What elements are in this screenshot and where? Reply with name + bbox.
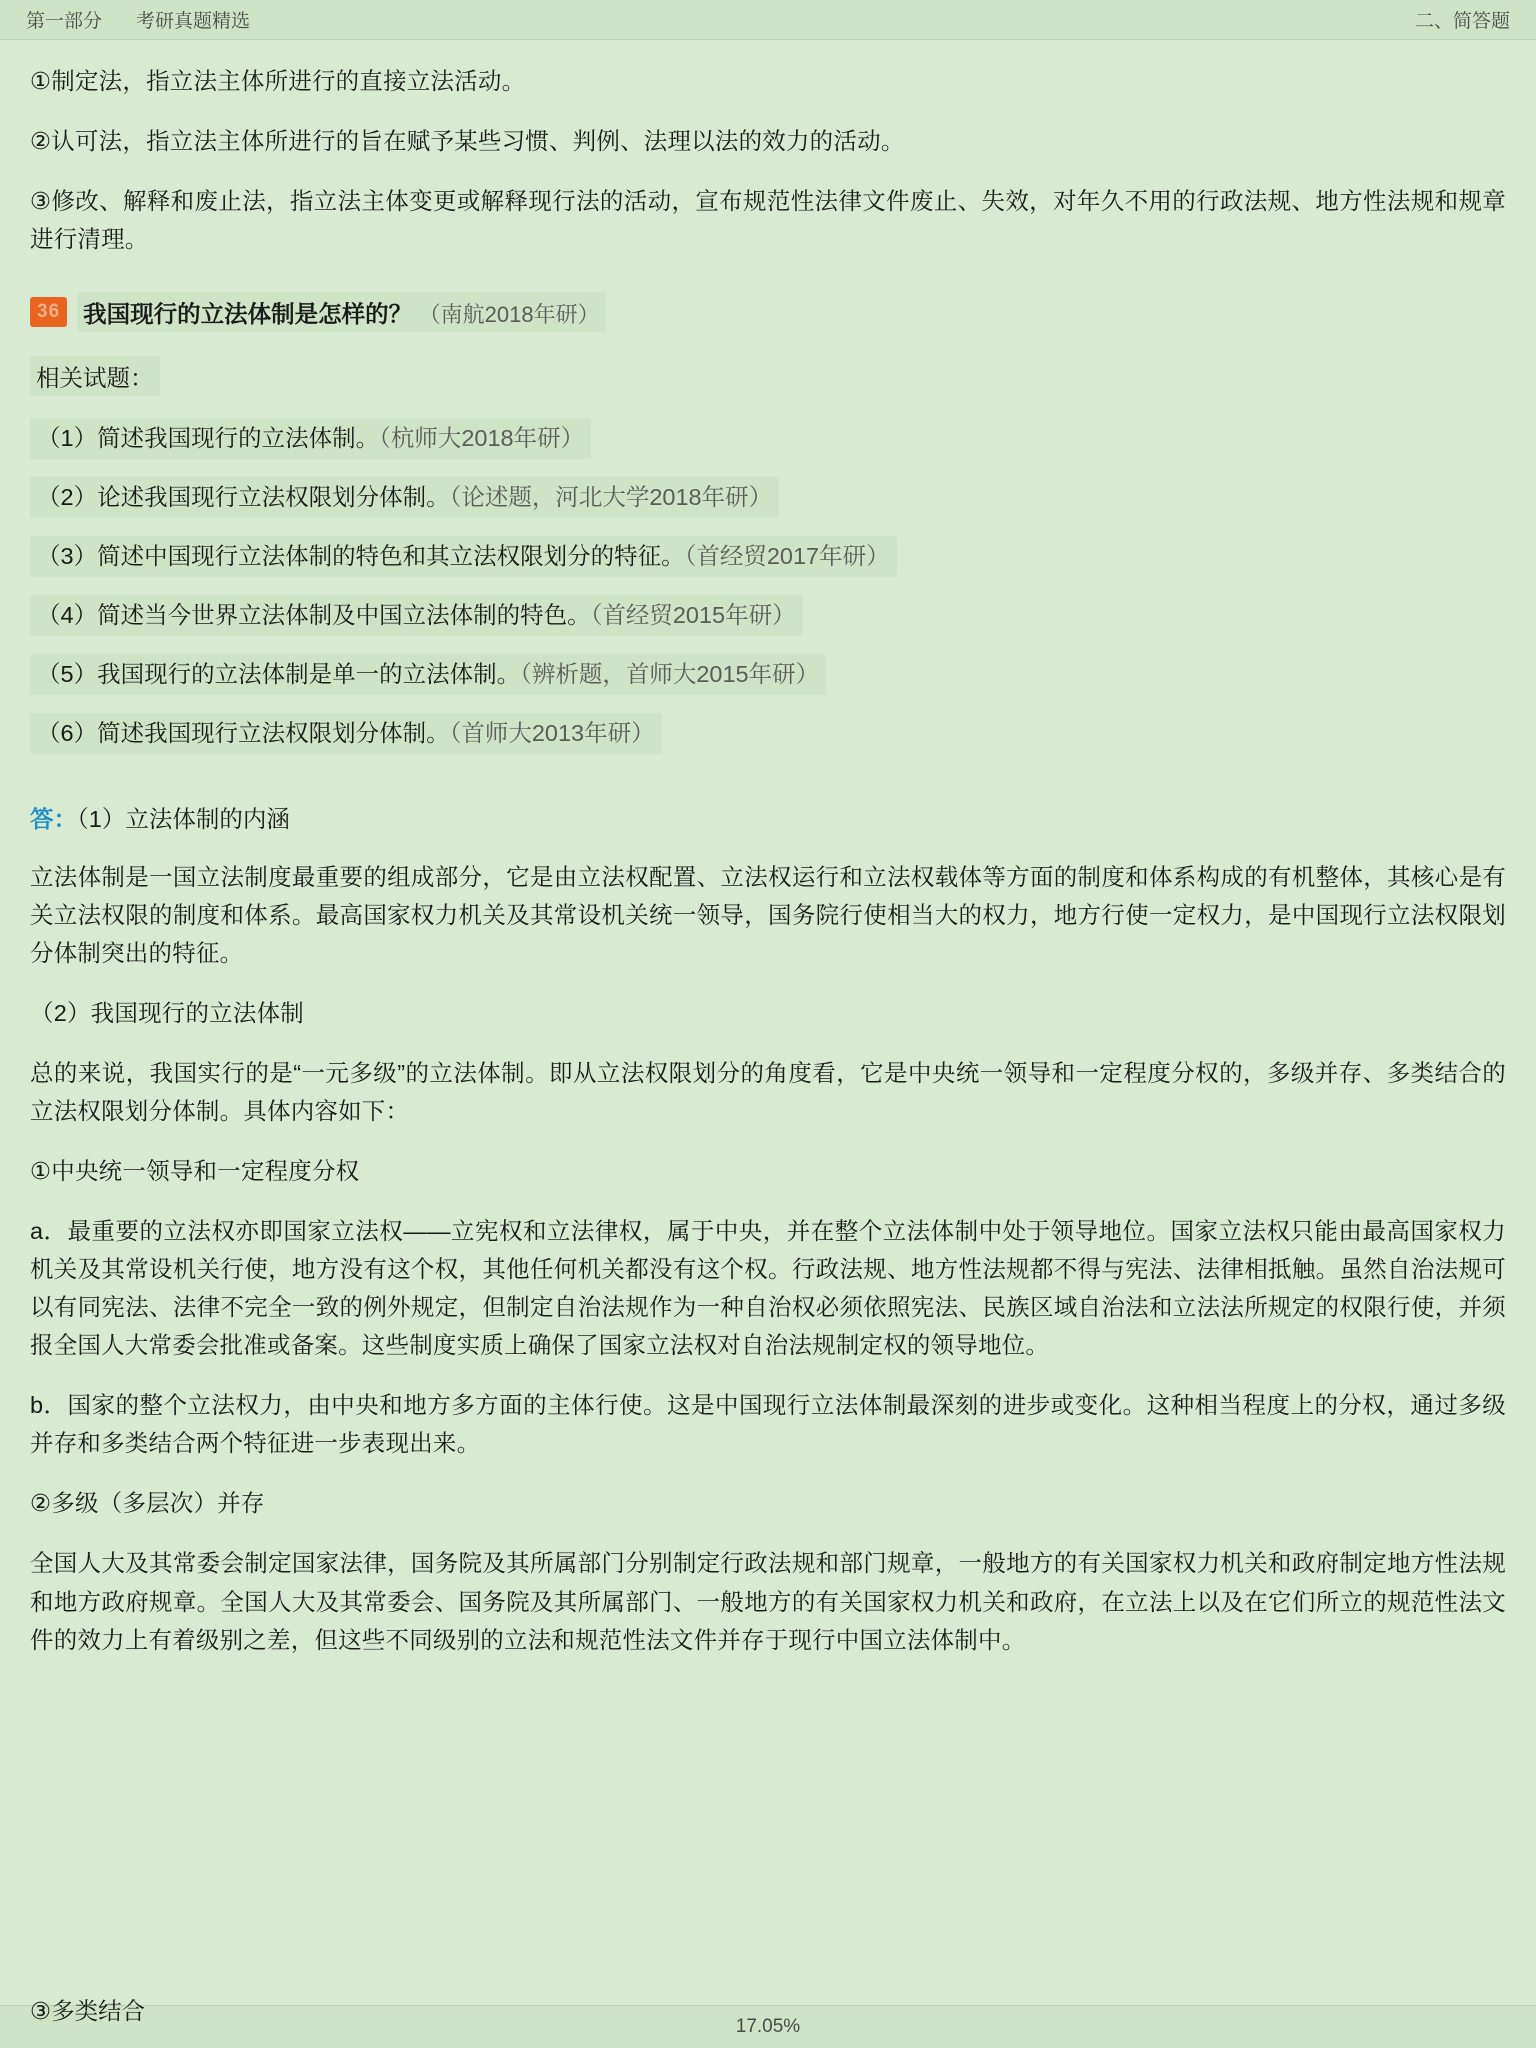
document-content — [0, 40, 1536, 2005]
answer-subpoint-1: ①中央统一领导和一定程度分权 — [30, 1157, 360, 1184]
question-heading — [30, 292, 1506, 332]
answer-paragraph-2: 总的来说，我国实行的是“一元多级”的立法体制。即从立法权限划分的角度看，它是中央统一领导和一定程度分权的，多级并存、多类结合的立法权限划分体制。具体内容如下： — [30, 1059, 1506, 1124]
list-item: （3）简述中国现行立法体制的特色和其立法权限划分的特征。（首经贸2017年研） — [30, 536, 897, 577]
answer-paragraph-1: 立法体制是一国立法制度最重要的组成部分，它是由立法权配置、立法权运行和立法权载体等方面的制度和体系构成的有机整体，其核心是有关立法权限的制度和体系。最高国家权力机关及其常设机关统一领导，国务院行使相当大的权力，地方行使一定权力，是中国现行立法权限划分体制突出的特征。 — [30, 863, 1506, 966]
question-source: （南航2018年研） — [418, 302, 600, 328]
header-section-label: 考研真题精选 — [136, 11, 251, 32]
answer-subpoint-2: ②多级（多层次）并存 — [30, 1490, 265, 1517]
page-footer — [0, 2005, 1536, 2048]
answer-heading — [30, 800, 1506, 834]
page-header — [0, 0, 1536, 40]
header-right-label: 二、简答题 — [1414, 11, 1510, 32]
related-questions-label: 相关试题： — [30, 356, 160, 396]
reading-progress-label: 17.05% — [735, 2016, 801, 2037]
list-item: （5）我国现行的立法体制是单一的立法体制。（辨析题，首师大2015年研） — [30, 654, 826, 695]
list-item: （6）简述我国现行立法权限划分体制。（首师大2013年研） — [30, 713, 662, 754]
question-number-badge: 36 — [30, 297, 67, 327]
list-item: （2）论述我国现行立法权限划分体制。（论述题，河北大学2018年研） — [30, 477, 779, 518]
header-left-group — [26, 6, 250, 33]
list-item: ①制定法，指立法主体所进行的直接立法活动。 — [30, 68, 526, 94]
answer-mark: 答： — [30, 805, 77, 832]
question-title: 我国现行的立法体制是怎样的？ （南航2018年研） — [77, 292, 605, 332]
answer-subpoint-3-clipped — [30, 1992, 145, 2004]
list-item: （1）简述我国现行的立法体制。（杭师大2018年研） — [30, 418, 591, 459]
answer-item-a: a．最重要的立法权亦即国家立法权——立宪权和立法律权，属于中央，并在整个立法体制中处于领导地位。国家立法权只能由最高国家权力机关及其常设机关行使，地方没有这个权，其他任何机关都没有这个权。行政法规、地方性法规都不得与宪法、法律相抵触。虽然自治法规可以有同宪法、法律不完全一致的例外规定，但制定自治法规作为一种自治权必须依照宪法、民族区域自治法和立法法所规定的权限行使，并须报全国人大常委会批准或备案。这些制度实质上确保了国家立法权对自治法规制定权的领导地位。 — [30, 1218, 1506, 1359]
answer-subheading-2: （2）我国现行的立法体制 — [30, 999, 304, 1026]
list-item: ③修改、解释和废止法，指立法主体变更或解释现行法的活动，宣布规范性法律文件废止、失效，对年久不用的行政法规、地方性法规和规章进行清理。 — [30, 188, 1506, 253]
answer-paragraph-3: 全国人大及其常委会制定国家法律，国务院及其所属部门分别制定行政法规和部门规章，一般地方的有关国家权力机关和政府制定地方性法规和地方政府规章。全国人大及其常委会、国务院及其所属部门、一般地方的有关国家权力机关和政府，在立法上以及在它们所立的规范性法文件的效力上有着级别之差，但这些不同级别的立法和规范性法文件并存于现行中国立法体制中。 — [30, 1550, 1506, 1653]
list-item: （4）简述当今世界立法体制及中国立法体制的特色。（首经贸2015年研） — [30, 595, 803, 636]
answer-subheading-1: （1）立法体制的内涵 — [77, 805, 290, 832]
list-item: ②认可法，指立法主体所进行的旨在赋予某些习惯、判例、法理以法的效力的活动。 — [30, 128, 905, 155]
header-part-label: 第一部分 — [26, 11, 103, 32]
answer-item-b: b．国家的整个立法权力，由中央和地方多方面的主体行使。这是中国现行立法体制最深刻的进步或变化。这种相当程度上的分权，通过多级并存和多类结合两个特征进一步表现出来。 — [30, 1392, 1506, 1457]
